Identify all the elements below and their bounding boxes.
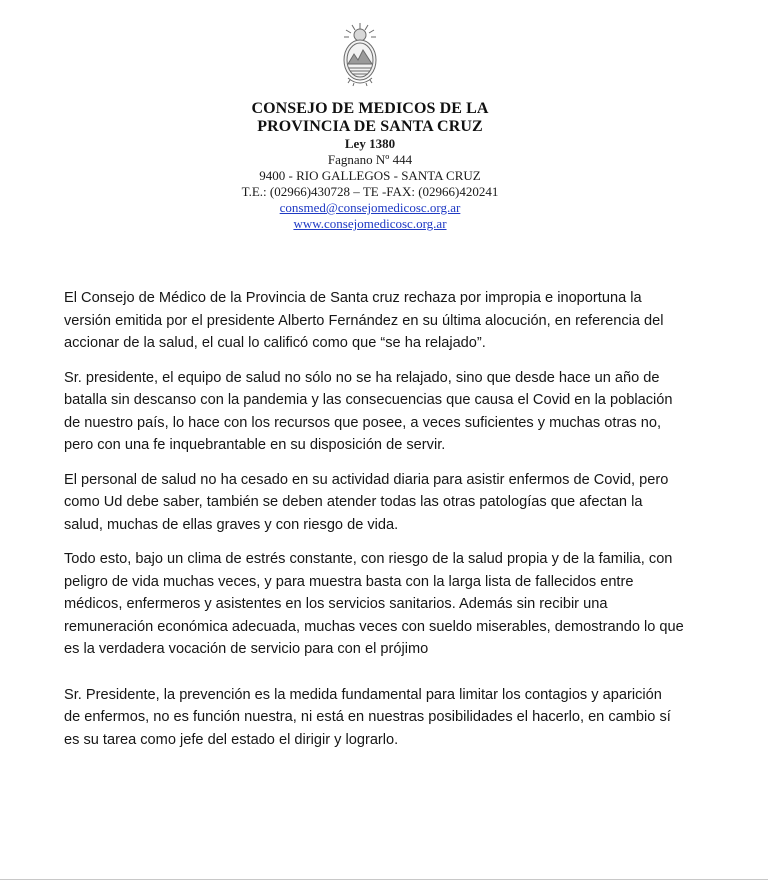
paragraph-2: Sr. presidente, el equipo de salud no sólo no se ha relajado, sino que desde hace un año de batalla sin descanso con la pandemia y las consecuencias que causa el Covid en la población de nuestro país, lo hace con los recursos que posee, a veces suficientes y muchas otras no, pero con una fe inquebrantable en su disposición de servir. xyxy=(64,369,673,453)
paragraph-5: Sr. Presidente, la prevención es la medida fundamental para limitar los contagios y aparición de enfermos, no es función nuestra, ni está en nuestras posibilidades el hacerlo, en cambio sí es su tarea como jefe del estado el dirigir y lograrlo. xyxy=(64,686,671,748)
coat-of-arms-icon xyxy=(340,20,380,90)
phone-numbers: T.E.: (02966)430728 – TE -FAX: (02966)420241 xyxy=(241,184,499,199)
email-link[interactable]: consmed@consejomedicosc.org.ar xyxy=(279,200,461,215)
paragraph-1: El Consejo de Médico de la Provincia de Santa cruz rechaza por impropia e inoportuna la versión emitida por el presidente Alberto Fernández en su última alocución, en referencia del accionar de la salud, el cual lo calificó como que “se ha relajado”. xyxy=(64,290,664,351)
paragraph-4: Todo esto, bajo un clima de estrés constante, con riesgo de la salud propia y de la familia, con peligro de vida muchas veces, y para muestra basta con la larga lista de fallecidos entre médicos, enfermeros y asistentes en los servicios sanitarios. Además sin recibir una remuneración económica adecuada, muchas veces con sueldo miserables, demostrando lo que es la verdadera vocación de servicio para con el prójimo xyxy=(64,551,684,657)
letterhead xyxy=(160,100,580,232)
law-number: Ley 1380 xyxy=(344,136,396,151)
website-link[interactable]: www.consejomedicosc.org.ar xyxy=(293,216,447,231)
paragraph-3: El personal de salud no ha cesado en su actividad diaria para asistir enfermos de Covid, pero como Ud debe saber, también se deben atender todas las otras patologías que afectan la salud, muchas de ellas graves y con riesgo de vida. xyxy=(64,471,669,533)
org-name-line1: CONSEJO DE MEDICOS DE LA xyxy=(251,100,489,117)
letter-body xyxy=(64,287,714,763)
street-address: Fagnano Nº 444 xyxy=(327,152,413,167)
org-name-line2: PROVINCIA DE SANTA CRUZ xyxy=(257,118,483,135)
page-bottom-divider xyxy=(0,879,768,880)
city-address: 9400 - RIO GALLEGOS - SANTA CRUZ xyxy=(259,168,481,183)
